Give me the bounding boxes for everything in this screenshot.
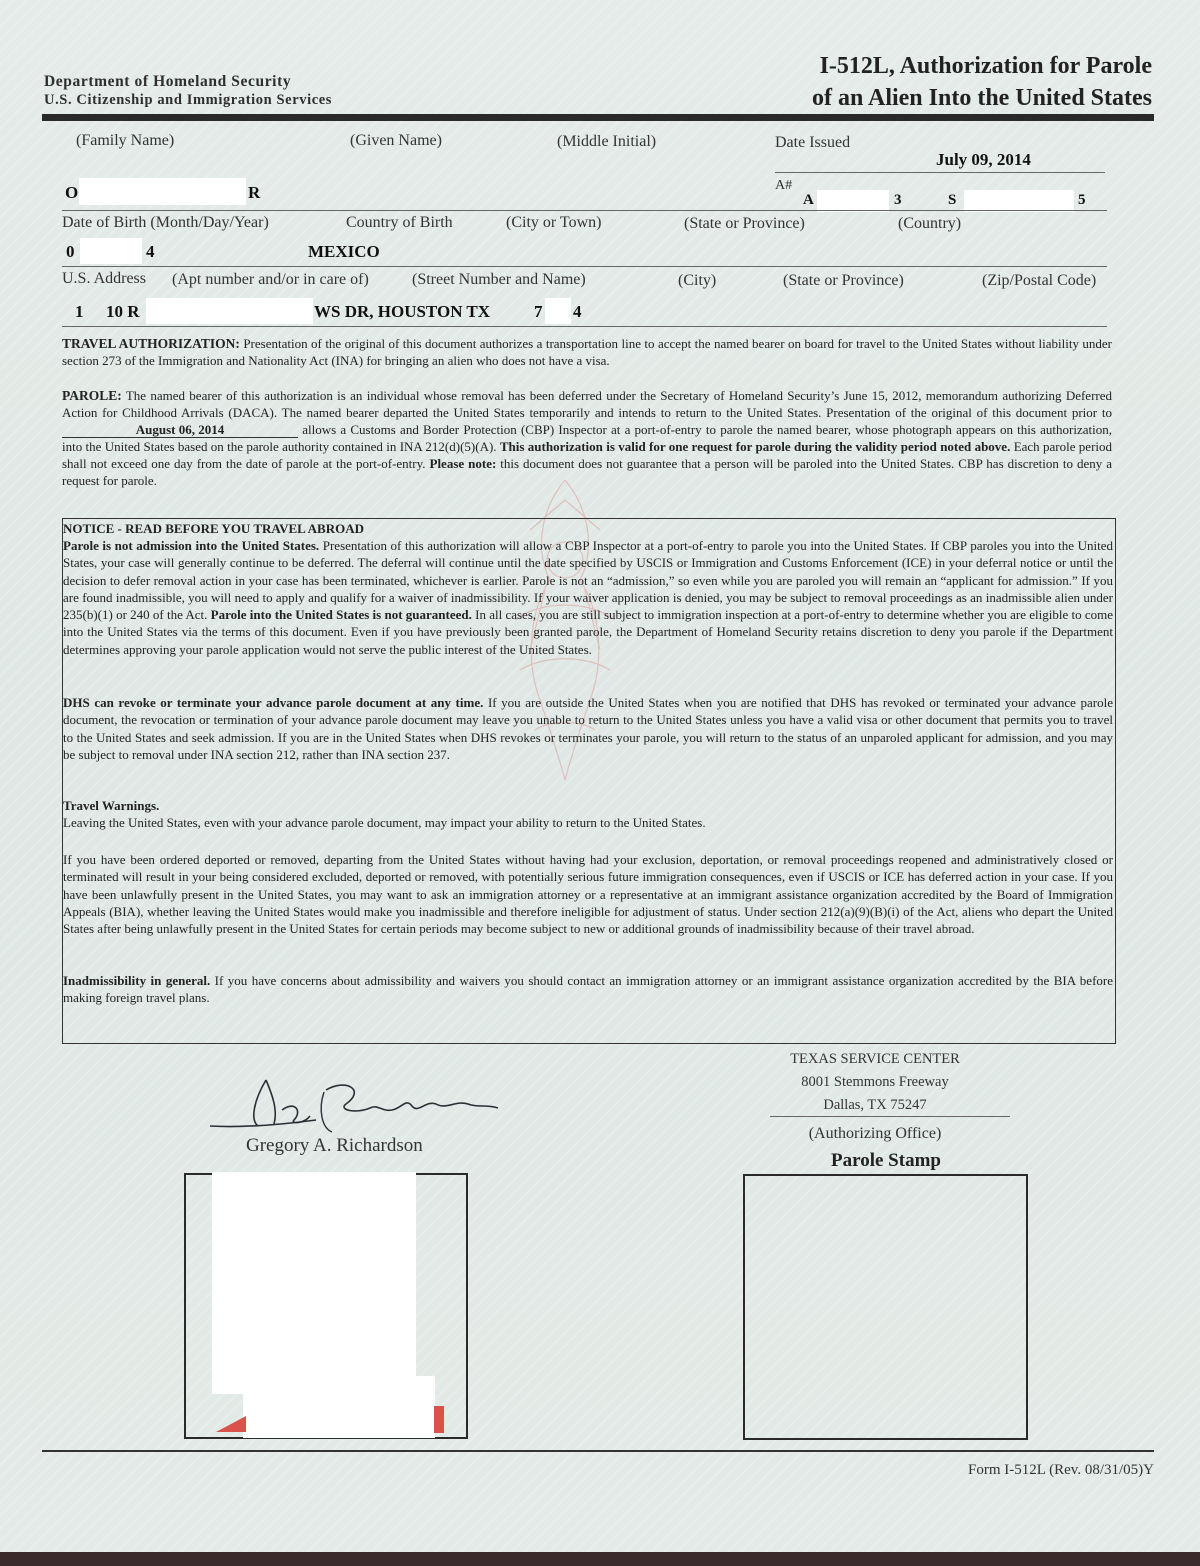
middle-initial-label: (Middle Initial): [557, 133, 657, 150]
a-number-redaction-2: [964, 190, 1074, 212]
city-town-label: (City or Town): [506, 214, 602, 231]
address-part-1: 1: [75, 302, 84, 321]
form-title: [812, 50, 1152, 114]
address-part-4: 7: [534, 302, 543, 321]
given-name-label: (Given Name): [350, 132, 442, 149]
signature-mark: [206, 1070, 506, 1136]
country-label: (Country): [898, 215, 962, 232]
us-address-label: U.S. Address: [62, 270, 147, 287]
parole-section: [62, 387, 1112, 489]
notice-paragraph-2: [63, 694, 1113, 763]
name-line: [62, 210, 1107, 211]
dob-value-end: 4: [146, 242, 155, 261]
parole-text-2: allows a Customs and Border Protection (CBP) Inspector at a port-of-entry to parole the named bearer, whose photograph appears on this authorization, into the United States based on the parole authority contained in INA 212(d)(5)(A).: [62, 422, 1113, 454]
notice-paragraph-4: [63, 851, 1113, 937]
authorizing-office: [775, 1048, 975, 1117]
address-redaction-2: [545, 298, 571, 324]
a-number-part-4: 5: [1078, 192, 1086, 208]
photo-redaction-bottom: [243, 1376, 435, 1438]
parole-expiry-date: August 06, 2014: [62, 423, 298, 438]
form-number: Form I-512L (Rev. 08/31/05)Y: [968, 1462, 1154, 1478]
parole-stamp-label: Parole Stamp: [831, 1150, 941, 1171]
notice-paragraph-3: [63, 797, 1113, 832]
parole-text-3: Each parole period shall not exceed one day from the date of parole at the port-of-entry.: [62, 439, 1113, 471]
dob-redaction: [80, 238, 142, 264]
dob-label: Date of Birth (Month/Day/Year): [62, 214, 269, 231]
a-number-label: A#: [775, 178, 793, 193]
notice-p2-text: If you are outside the United States when you are notified that DHS has revoked or terminated your advance parole document, the revocation or termination of your advance parole document may leave you unable to return to the United States unless you have a valid visa or other document that permits you to travel to the United States and seek admission. If you are in the United States when DHS revokes or terminates your parole, you will return to the status of an unparoled applicant for admission, and you may be subject to removal under INA section 212, rather than INA section 237.: [63, 695, 1113, 762]
name-value-end: R: [248, 183, 261, 202]
street-label: (Street Number and Name): [412, 271, 586, 288]
parole-heading: PAROLE:: [62, 388, 122, 403]
state-province-label-2: (State or Province): [783, 272, 904, 289]
notice-heading-text: NOTICE - READ BEFORE YOU TRAVEL ABROAD: [63, 521, 364, 536]
notice-p2-bold: DHS can revoke or terminate your advance parole document at any time.: [63, 695, 484, 710]
date-issued-value: July 09, 2014: [936, 150, 1031, 169]
city-label: (City): [678, 272, 717, 289]
title-line-2: of an Alien Into the United States: [811, 85, 1152, 111]
zip-label: (Zip/Postal Code): [982, 272, 1097, 289]
parole-text-1: The named bearer of this authorization is an individual whose removal has been deferred under the Secretary of Homeland Security’s June 15, 2012, memorandum authorizing Deferred Action for Childhood Arrivals (DACA). The named bearer departed the United States temporarily and intends to return to the United States. Presentation of the original of this document prior to: [62, 388, 1113, 420]
notice-p5-text: If you have concerns about admissibility and waivers you should contact an immigration attorney or an immigrant assistance organization accredited by the BIA before making foreign travel plans.: [63, 973, 1114, 1006]
date-issued-line: [775, 172, 1105, 173]
notice-p3-text: Leaving the United States, even with your advance parole document, may impact your ability to return to the United States.: [63, 815, 706, 831]
address-part-3: WS DR, HOUSTON TX: [314, 302, 491, 321]
authorizing-office-label: (Authorizing Office): [808, 1125, 942, 1142]
a-number-redaction-1: [817, 190, 889, 212]
a-number-part-2: 3: [894, 192, 902, 208]
family-name-label: (Family Name): [76, 132, 175, 149]
notice-p1-text-2: In all cases, you are still subject to immigration inspection at a port-of-entry to determine whether you are eligible to come into the United States via the terms of this document. Even if you have previously been granted parole, the Department of Homeland Security retains discretion to deny you parole if the Department determines approving your parole application would not serve the public interest of the United States.: [63, 607, 1114, 657]
agency-line-2: U.S. Citizenship and Immigration Services: [44, 92, 333, 108]
office-line-2: 8001 Stemmons Freeway: [801, 1074, 949, 1090]
travel-authorization: [62, 335, 1112, 369]
notice-heading: [63, 520, 1113, 537]
agency-header: [44, 72, 332, 110]
notice-p1-bold: Parole is not admission into the United States.: [63, 538, 320, 553]
state-province-label: (State or Province): [684, 215, 805, 232]
notice-paragraph-5: [63, 972, 1113, 1007]
travel-authorization-heading: TRAVEL AUTHORIZATION:: [62, 336, 240, 351]
address-line: [62, 326, 1107, 327]
country-of-birth-label: Country of Birth: [346, 214, 453, 231]
name-redaction: [79, 178, 246, 205]
notice-p5-bold: Inadmissibility in general.: [63, 973, 211, 988]
notice-p1-text: Presentation of this authorization will allow a CBP Inspector at a port-of-entry to parole you into the United States. If CBP paroles you into the United States, your case will generally continue to be deferred. The deferral will continue until the date specified by USCIS or Immigration and Customs Enforcement (ICE) in your deferral notice or until the decision to defer removal action in your case has been terminated, whichever is earlier. Parole is not an “admission,” so even while you are paroled you will remain an “applicant for admission.” If you are found inadmissible, you will need to apply and qualify for a waiver of inadmissibility. If your waiver application is denied, you may be subject to removal proceedings as an inadmissible alien under 235(b)(1) or 240 of the Act.: [63, 538, 1113, 623]
bottom-border: [0, 1552, 1200, 1566]
address-part-5: 4: [573, 302, 582, 321]
date-issued-label: Date Issued: [775, 134, 851, 151]
header-rule: [42, 114, 1154, 121]
footer-rule: [42, 1450, 1154, 1452]
parole-text-4: this document does not guarantee that a person will be paroled into the United States. CBP has discretion to deny a request for parole.: [62, 456, 1112, 488]
name-value-start: O: [65, 183, 79, 202]
travel-authorization-text: Presentation of the original of this document authorizes a transportation line to accept the named bearer on board for travel to the United States without liability under section 273 of the Immigration and Nationality Act (INA) for bringing an alien who does not have a visa.: [62, 336, 1113, 368]
office-line-3: Dallas, TX 75247: [823, 1097, 927, 1113]
apt-label: (Apt number and/or in care of): [172, 271, 369, 288]
parole-stamp-box: [743, 1174, 1028, 1440]
address-redaction-1: [146, 298, 313, 324]
dob-value-start: 0: [66, 242, 75, 261]
agency-line-1: Department of Homeland Security: [44, 73, 292, 90]
office-line-rule: [770, 1116, 1010, 1117]
notice-paragraph-1: [63, 537, 1113, 658]
country-of-birth-value: MEXICO: [308, 242, 380, 261]
signer-name: Gregory A. Richardson: [246, 1135, 423, 1156]
parole-bold-2: Please note:: [429, 456, 497, 471]
birth-line: [62, 266, 1107, 267]
office-line-1: TEXAS SERVICE CENTER: [790, 1051, 960, 1067]
a-number-part-3: S: [948, 192, 957, 208]
a-number-part-1: A: [803, 192, 814, 208]
photo-redaction-top: [212, 1172, 416, 1394]
notice-p3-bold: Travel Warnings.: [63, 798, 160, 813]
parole-bold-1: This authorization is valid for one request for parole during the validity period noted above.: [499, 439, 1011, 454]
notice-p4-text: If you have been ordered deported or removed, departing from the United States without having had your exclusion, deportation, or removal proceedings reopened and administratively closed or terminated will result in your being considered excluded, deported or removed, with potentially serious future immigration consequences, even if USCIS or ICE has deferred action in your case. If you have been unlawfully present in the United States, you may want to ask an immigration attorney or a representative at an immigrant assistance organization accredited by the Board of Immigration Appeals (BIA), whether leaving the United States would make you inadmissible and therefore ineligible for adjustment of status. Under section 212(a)(9)(B)(i) of the Act, aliens who depart the United States after being unlawfully present in the United States for certain periods may become subject to new or additional grounds of inadmissibility because of their travel abroad.: [63, 852, 1113, 937]
notice-p1-bold-2: Parole into the United States is not guaranteed.: [210, 607, 472, 623]
title-line-1: I-512L, Authorization for Parole: [819, 53, 1152, 79]
address-part-2: 10 R: [106, 302, 140, 321]
photo-fragment-right: [434, 1406, 444, 1433]
